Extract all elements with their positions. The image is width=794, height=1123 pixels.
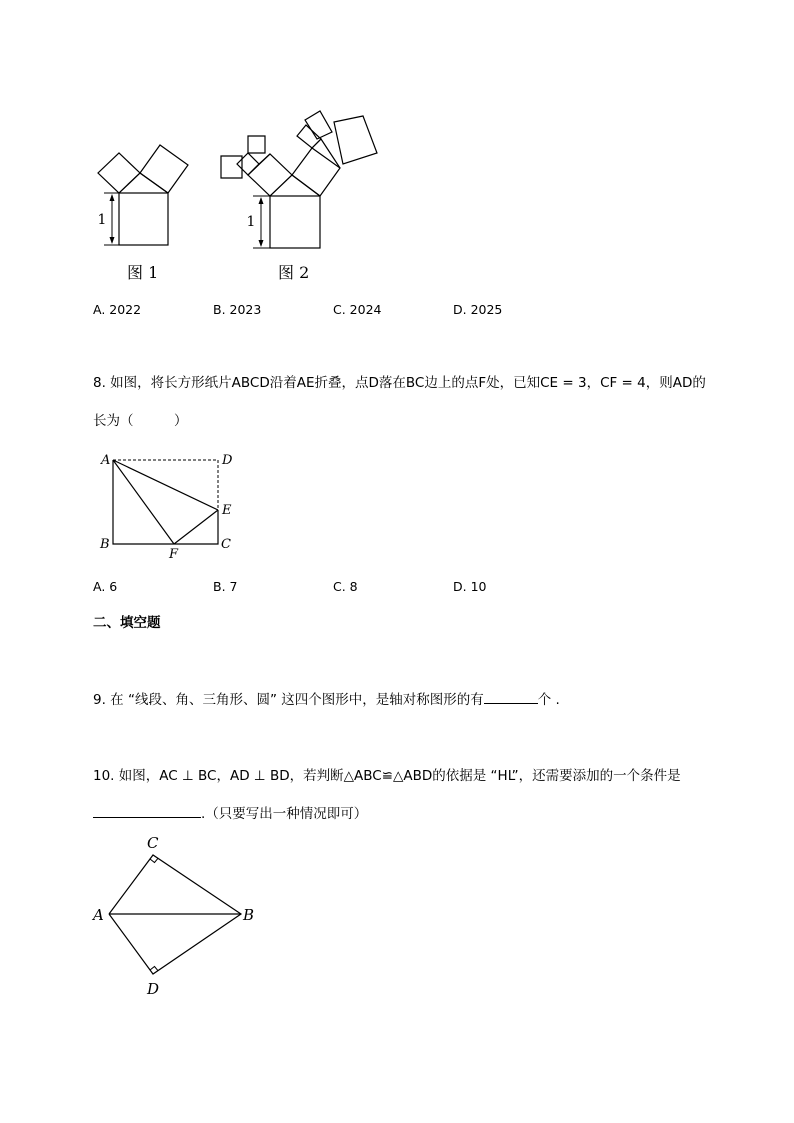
q10-text-after: .（只要写出一种情况即可） — [201, 806, 368, 822]
q7-option-b: B. 2023 — [213, 302, 262, 317]
label-b: B — [100, 537, 110, 552]
section-title-fill-in-blank: 二、填空题 — [93, 615, 161, 631]
label-b: B — [243, 906, 255, 924]
label-c: C — [221, 537, 231, 552]
label-e: E — [222, 503, 232, 518]
q7-option-d: D. 2025 — [453, 302, 503, 317]
label-a: A — [93, 906, 104, 924]
label-d: D — [147, 980, 160, 998]
q9-text-after: 个 . — [537, 692, 560, 708]
q7-option-a: A. 2022 — [93, 302, 142, 317]
q10-question-line1: 10. 如图，AC ⊥ BC，AD ⊥ BD，若判断△ABC≌△ABD的依据是 “HL”，还需要添加的一个条件是 — [93, 768, 681, 784]
q7-figure-1 — [90, 125, 200, 250]
fig1-dim-label: 1 — [97, 212, 107, 228]
q8-question-line1: 8. 如图，将长方形纸片ABCD沿着AE折叠，点D落在BC边上的点F处，已知CE = 3，CF = 4，则AD的 — [93, 375, 706, 391]
q10-question-line2 — [93, 808, 367, 822]
q7-figure-2 — [215, 108, 385, 253]
label-c: C — [147, 834, 159, 852]
q8-rectangle-figure — [95, 450, 245, 560]
q9-question — [93, 694, 560, 708]
q8-option-c: C. 8 — [333, 579, 358, 594]
q8-option-d: D. 10 — [453, 579, 487, 594]
q9-text-before: 9. 在 “线段、角、三角形、圆” 这四个图形中，是轴对称图形的有 — [93, 692, 484, 708]
fig2-dim-label: 1 — [246, 214, 256, 230]
figure-2-caption: 图 2 — [278, 263, 310, 282]
q10-quadrilateral-figure — [90, 830, 265, 1000]
q8-option-a: A. 6 — [93, 579, 118, 594]
label-d: D — [222, 453, 233, 468]
q10-answer-blank[interactable] — [93, 817, 201, 818]
q8-option-b: B. 7 — [213, 579, 238, 594]
q7-option-c: C. 2024 — [333, 302, 382, 317]
q9-answer-blank[interactable] — [484, 703, 538, 704]
label-f: F — [169, 547, 179, 562]
label-a: A — [101, 453, 111, 468]
figure-1-caption: 图 1 — [127, 263, 159, 282]
q8-question-line2: 长为（ ） — [93, 413, 188, 429]
